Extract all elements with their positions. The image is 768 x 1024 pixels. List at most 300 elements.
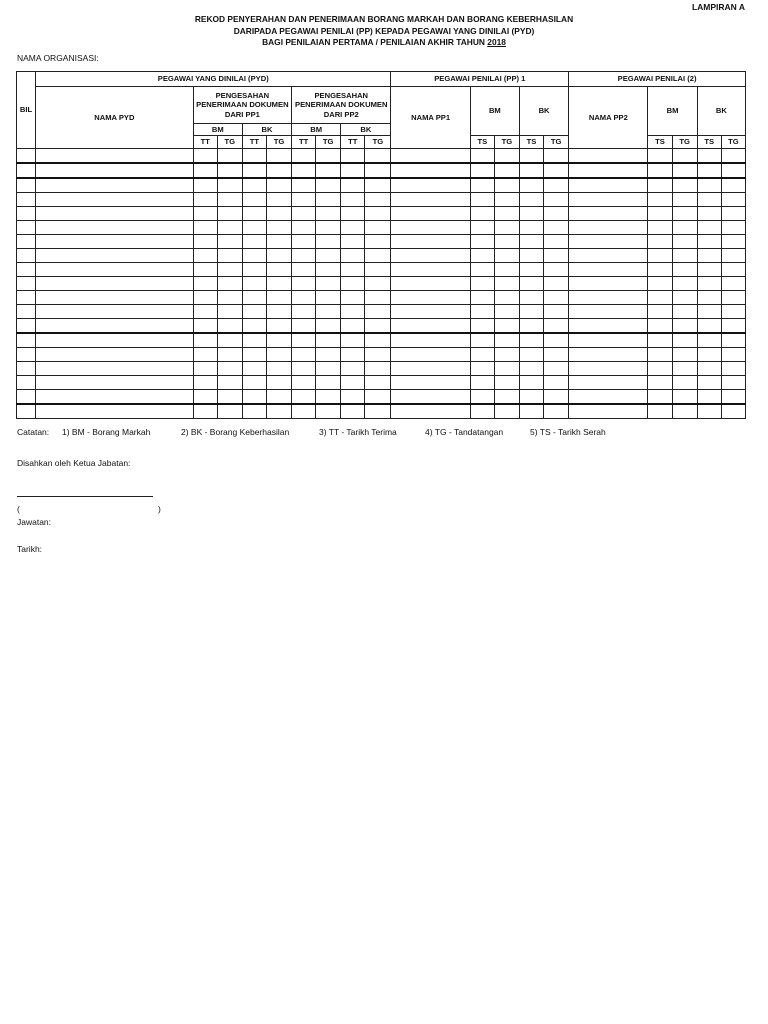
table-cell: [648, 348, 672, 362]
note-bm: 1) BM - Borang Markah: [62, 427, 151, 437]
table-cell: [217, 149, 242, 164]
table-cell: [721, 249, 745, 263]
table-cell: [697, 305, 721, 319]
table-cell: [316, 319, 341, 334]
table-cell: [341, 390, 365, 405]
table-row: [17, 390, 746, 405]
table-cell: [544, 178, 569, 193]
table-cell: [519, 333, 543, 348]
lampiran-label: LAMPIRAN A: [691, 2, 745, 12]
table-cell: [242, 149, 266, 164]
table-cell: [217, 362, 242, 376]
table-cell: [217, 376, 242, 390]
table-cell: [292, 376, 316, 390]
pp2-group-header: PEGAWAI PENILAI (2): [569, 72, 746, 87]
table-cell: [266, 221, 291, 235]
table-cell: [672, 149, 697, 164]
table-cell: [292, 305, 316, 319]
table-cell: [721, 390, 745, 405]
table-cell: [672, 362, 697, 376]
table-cell: [721, 235, 745, 249]
table-cell: [365, 333, 391, 348]
table-row: [17, 291, 746, 305]
table-cell: [292, 404, 316, 419]
table-cell: [697, 178, 721, 193]
table-cell: [193, 221, 217, 235]
table-cell: [266, 277, 291, 291]
table-cell: [672, 178, 697, 193]
table-cell: [341, 178, 365, 193]
table-cell: [193, 376, 217, 390]
table-cell: [242, 235, 266, 249]
table-cell: [470, 178, 494, 193]
table-cell: [266, 207, 291, 221]
title-line-2: DARIPADA PEGAWAI PENILAI (PP) KEPADA PEGAWAI YANG DINILAI (PYD): [233, 25, 535, 36]
table-cell: [365, 390, 391, 405]
table-cell: [470, 193, 494, 207]
ts-header: TS: [648, 136, 672, 149]
table-cell: [217, 193, 242, 207]
table-cell: [36, 235, 194, 249]
table-cell: [648, 376, 672, 390]
table-cell: [519, 163, 543, 178]
table-row: [17, 149, 746, 164]
table-cell: [36, 333, 194, 348]
table-cell: [217, 263, 242, 277]
table-cell: [519, 263, 543, 277]
table-cell: [544, 404, 569, 419]
table-cell: [391, 291, 470, 305]
table-row: [17, 362, 746, 376]
table-cell: [569, 291, 648, 305]
table-cell: [316, 178, 341, 193]
table-cell: [544, 193, 569, 207]
table-cell: [217, 333, 242, 348]
table-row: [17, 221, 746, 235]
table-cell: [494, 291, 519, 305]
table-cell: [470, 376, 494, 390]
pp2-bk-header: BK: [697, 87, 745, 136]
table-cell: [721, 193, 745, 207]
table-cell: [36, 221, 194, 235]
table-cell: [648, 277, 672, 291]
pengesahan-pp2-header: PENGESAHAN PENERIMAAN DOKUMEN DARI PP2: [292, 87, 391, 124]
table-row: [17, 249, 746, 263]
table-cell: [17, 376, 36, 390]
table-cell: [292, 362, 316, 376]
table-cell: [721, 163, 745, 178]
pyd-pp2-bk-header: BK: [341, 124, 391, 136]
table-cell: [697, 249, 721, 263]
pp1-group-header: PEGAWAI PENILAI (PP) 1: [391, 72, 569, 87]
table-cell: [341, 263, 365, 277]
table-cell: [341, 235, 365, 249]
table-row: [17, 277, 746, 291]
table-cell: [569, 305, 648, 319]
table-cell: [519, 221, 543, 235]
table-cell: [519, 404, 543, 419]
table-cell: [193, 193, 217, 207]
table-cell: [519, 277, 543, 291]
table-cell: [193, 404, 217, 419]
table-cell: [341, 249, 365, 263]
table-cell: [569, 319, 648, 334]
nama-pp2-header: NAMA PP2: [569, 87, 648, 149]
table-cell: [519, 362, 543, 376]
table-cell: [193, 178, 217, 193]
table-cell: [721, 404, 745, 419]
table-cell: [697, 348, 721, 362]
table-cell: [569, 404, 648, 419]
table-cell: [266, 249, 291, 263]
table-cell: [470, 207, 494, 221]
table-row: [17, 235, 746, 249]
table-row: [17, 348, 746, 362]
table-cell: [193, 319, 217, 334]
table-cell: [697, 263, 721, 277]
table-cell: [266, 163, 291, 178]
table-cell: [17, 390, 36, 405]
table-cell: [193, 207, 217, 221]
table-cell: [266, 376, 291, 390]
table-cell: [544, 221, 569, 235]
table-cell: [365, 376, 391, 390]
table-cell: [470, 291, 494, 305]
tg-header: TG: [316, 136, 341, 149]
table-cell: [697, 277, 721, 291]
table-cell: [193, 235, 217, 249]
table-cell: [648, 305, 672, 319]
table-cell: [36, 319, 194, 334]
table-row: [17, 333, 746, 348]
ts-header: TS: [470, 136, 494, 149]
table-cell: [242, 362, 266, 376]
table-cell: [36, 348, 194, 362]
table-row: [17, 376, 746, 390]
table-cell: [316, 305, 341, 319]
table-cell: [494, 362, 519, 376]
table-cell: [341, 319, 365, 334]
table-cell: [17, 207, 36, 221]
ts-header: TS: [697, 136, 721, 149]
tt-header: TT: [292, 136, 316, 149]
table-cell: [36, 193, 194, 207]
table-cell: [316, 207, 341, 221]
table-cell: [365, 235, 391, 249]
table-cell: [648, 390, 672, 405]
table-cell: [544, 305, 569, 319]
table-cell: [292, 235, 316, 249]
table-cell: [648, 235, 672, 249]
table-cell: [365, 263, 391, 277]
table-cell: [672, 319, 697, 334]
table-cell: [341, 277, 365, 291]
tt-header: TT: [341, 136, 365, 149]
table-cell: [569, 178, 648, 193]
table-cell: [17, 149, 36, 164]
table-cell: [242, 277, 266, 291]
table-cell: [242, 305, 266, 319]
table-cell: [470, 319, 494, 334]
table-body: [17, 149, 746, 419]
table-cell: [721, 291, 745, 305]
pp1-bm-header: BM: [470, 87, 519, 136]
table-cell: [341, 333, 365, 348]
table-cell: [193, 149, 217, 164]
table-cell: [494, 249, 519, 263]
table-cell: [341, 193, 365, 207]
table-cell: [648, 149, 672, 164]
table-cell: [470, 348, 494, 362]
table-cell: [544, 163, 569, 178]
table-cell: [292, 291, 316, 305]
table-cell: [365, 178, 391, 193]
table-cell: [391, 362, 470, 376]
table-cell: [544, 376, 569, 390]
table-cell: [672, 404, 697, 419]
table-cell: [569, 348, 648, 362]
table-cell: [721, 348, 745, 362]
table-cell: [672, 193, 697, 207]
table-cell: [217, 404, 242, 419]
table-cell: [470, 305, 494, 319]
table-cell: [341, 362, 365, 376]
table-cell: [470, 249, 494, 263]
table-cell: [36, 277, 194, 291]
table-row: [17, 263, 746, 277]
table-cell: [470, 221, 494, 235]
table-cell: [17, 362, 36, 376]
table-cell: [672, 333, 697, 348]
nama-pp1-header: NAMA PP1: [391, 87, 470, 149]
table-cell: [391, 319, 470, 334]
table-cell: [470, 333, 494, 348]
table-cell: [569, 263, 648, 277]
table-cell: [697, 319, 721, 334]
table-cell: [217, 178, 242, 193]
signature-line: [17, 496, 153, 497]
table-cell: [316, 404, 341, 419]
table-cell: [266, 305, 291, 319]
table-cell: [36, 305, 194, 319]
table-cell: [648, 163, 672, 178]
table-row: [17, 207, 746, 221]
table-cell: [569, 235, 648, 249]
table-cell: [391, 348, 470, 362]
table-cell: [569, 193, 648, 207]
table-cell: [217, 221, 242, 235]
table-cell: [266, 291, 291, 305]
table-cell: [494, 319, 519, 334]
table-cell: [316, 362, 341, 376]
pyd-group-header: PEGAWAI YANG DINILAI (PYD): [36, 72, 391, 87]
table-cell: [391, 263, 470, 277]
table-cell: [341, 207, 365, 221]
table-cell: [519, 235, 543, 249]
table-cell: [36, 263, 194, 277]
table-cell: [316, 249, 341, 263]
table-cell: [494, 390, 519, 405]
table-cell: [341, 348, 365, 362]
table-cell: [569, 277, 648, 291]
table-cell: [292, 249, 316, 263]
table-cell: [242, 390, 266, 405]
table-cell: [36, 249, 194, 263]
table-cell: [569, 249, 648, 263]
pengesahan-pp1-header: PENGESAHAN PENERIMAAN DOKUMEN DARI PP1: [193, 87, 291, 124]
organisation-label: NAMA ORGANISASI:: [17, 53, 99, 63]
table-cell: [316, 348, 341, 362]
table-cell: [697, 149, 721, 164]
table-cell: [648, 404, 672, 419]
tt-header: TT: [193, 136, 217, 149]
table-cell: [193, 362, 217, 376]
table-cell: [494, 235, 519, 249]
pyd-pp1-bm-header: BM: [193, 124, 242, 136]
table-cell: [569, 376, 648, 390]
table-cell: [391, 277, 470, 291]
table-cell: [17, 163, 36, 178]
table-cell: [193, 249, 217, 263]
table-cell: [648, 263, 672, 277]
title-line-1: REKOD PENYERAHAN DAN PENERIMAAN BORANG MARKAH DAN BORANG KEBERHASILAN: [194, 14, 574, 24]
table-cell: [316, 163, 341, 178]
table-cell: [494, 404, 519, 419]
table-cell: [721, 333, 745, 348]
document-title: [0, 14, 768, 49]
table-cell: [569, 362, 648, 376]
table-cell: [266, 348, 291, 362]
table-cell: [193, 348, 217, 362]
table-cell: [544, 263, 569, 277]
table-cell: [648, 319, 672, 334]
table-cell: [672, 163, 697, 178]
table-cell: [36, 207, 194, 221]
table-cell: [242, 263, 266, 277]
table-cell: [519, 305, 543, 319]
table-cell: [266, 263, 291, 277]
table-row: [17, 178, 746, 193]
table-cell: [36, 163, 194, 178]
table-cell: [217, 390, 242, 405]
table-cell: [365, 319, 391, 334]
table-cell: [494, 333, 519, 348]
table-cell: [17, 249, 36, 263]
table-cell: [470, 362, 494, 376]
table-cell: [494, 149, 519, 164]
table-cell: [569, 390, 648, 405]
table-row: [17, 404, 746, 419]
table-cell: [470, 235, 494, 249]
table-cell: [266, 362, 291, 376]
table-cell: [316, 149, 341, 164]
table-cell: [316, 376, 341, 390]
table-cell: [672, 348, 697, 362]
pp2-bm-header: BM: [648, 87, 697, 136]
table-cell: [721, 376, 745, 390]
table-cell: [721, 319, 745, 334]
table-cell: [193, 333, 217, 348]
table-cell: [242, 221, 266, 235]
table-cell: [242, 178, 266, 193]
table-cell: [672, 376, 697, 390]
table-cell: [365, 149, 391, 164]
tg-header: TG: [672, 136, 697, 149]
table-cell: [519, 249, 543, 263]
table-cell: [365, 163, 391, 178]
table-cell: [17, 263, 36, 277]
table-cell: [697, 193, 721, 207]
table-cell: [672, 249, 697, 263]
table-cell: [544, 319, 569, 334]
table-row: [17, 163, 746, 178]
table-cell: [721, 207, 745, 221]
table-cell: [697, 404, 721, 419]
table-cell: [519, 178, 543, 193]
table-cell: [391, 305, 470, 319]
table-cell: [721, 305, 745, 319]
table-cell: [672, 235, 697, 249]
table-cell: [391, 390, 470, 405]
jawatan-label: Jawatan:: [17, 517, 52, 527]
table-cell: [569, 163, 648, 178]
table-cell: [17, 319, 36, 334]
table-cell: [316, 390, 341, 405]
table-cell: [17, 291, 36, 305]
table-cell: [217, 163, 242, 178]
table-cell: [316, 333, 341, 348]
table-cell: [365, 291, 391, 305]
table-cell: [17, 178, 36, 193]
table-cell: [316, 193, 341, 207]
table-cell: [519, 149, 543, 164]
table-cell: [519, 193, 543, 207]
table-cell: [544, 333, 569, 348]
tg-header: TG: [217, 136, 242, 149]
table-cell: [36, 149, 194, 164]
table-cell: [365, 348, 391, 362]
table-cell: [36, 390, 194, 405]
notes-label: Catatan:: [17, 427, 50, 437]
table-cell: [494, 207, 519, 221]
table-cell: [316, 277, 341, 291]
table-cell: [341, 376, 365, 390]
table-cell: [494, 163, 519, 178]
table-row: [17, 305, 746, 319]
table-cell: [569, 221, 648, 235]
table-cell: [470, 390, 494, 405]
table-cell: [193, 163, 217, 178]
table-cell: [391, 333, 470, 348]
table-cell: [217, 277, 242, 291]
table-cell: [341, 404, 365, 419]
table-cell: [721, 178, 745, 193]
table-cell: [365, 207, 391, 221]
table-cell: [494, 277, 519, 291]
tg-header: TG: [365, 136, 391, 149]
table-cell: [648, 362, 672, 376]
table-cell: [519, 348, 543, 362]
table-cell: [341, 291, 365, 305]
table-cell: [470, 277, 494, 291]
table-cell: [242, 319, 266, 334]
title-year: 2018: [487, 37, 506, 47]
note-tg: 4) TG - Tandatangan: [425, 427, 504, 437]
table-row: [17, 319, 746, 334]
table-cell: [544, 149, 569, 164]
table-cell: [292, 319, 316, 334]
table-cell: [544, 207, 569, 221]
